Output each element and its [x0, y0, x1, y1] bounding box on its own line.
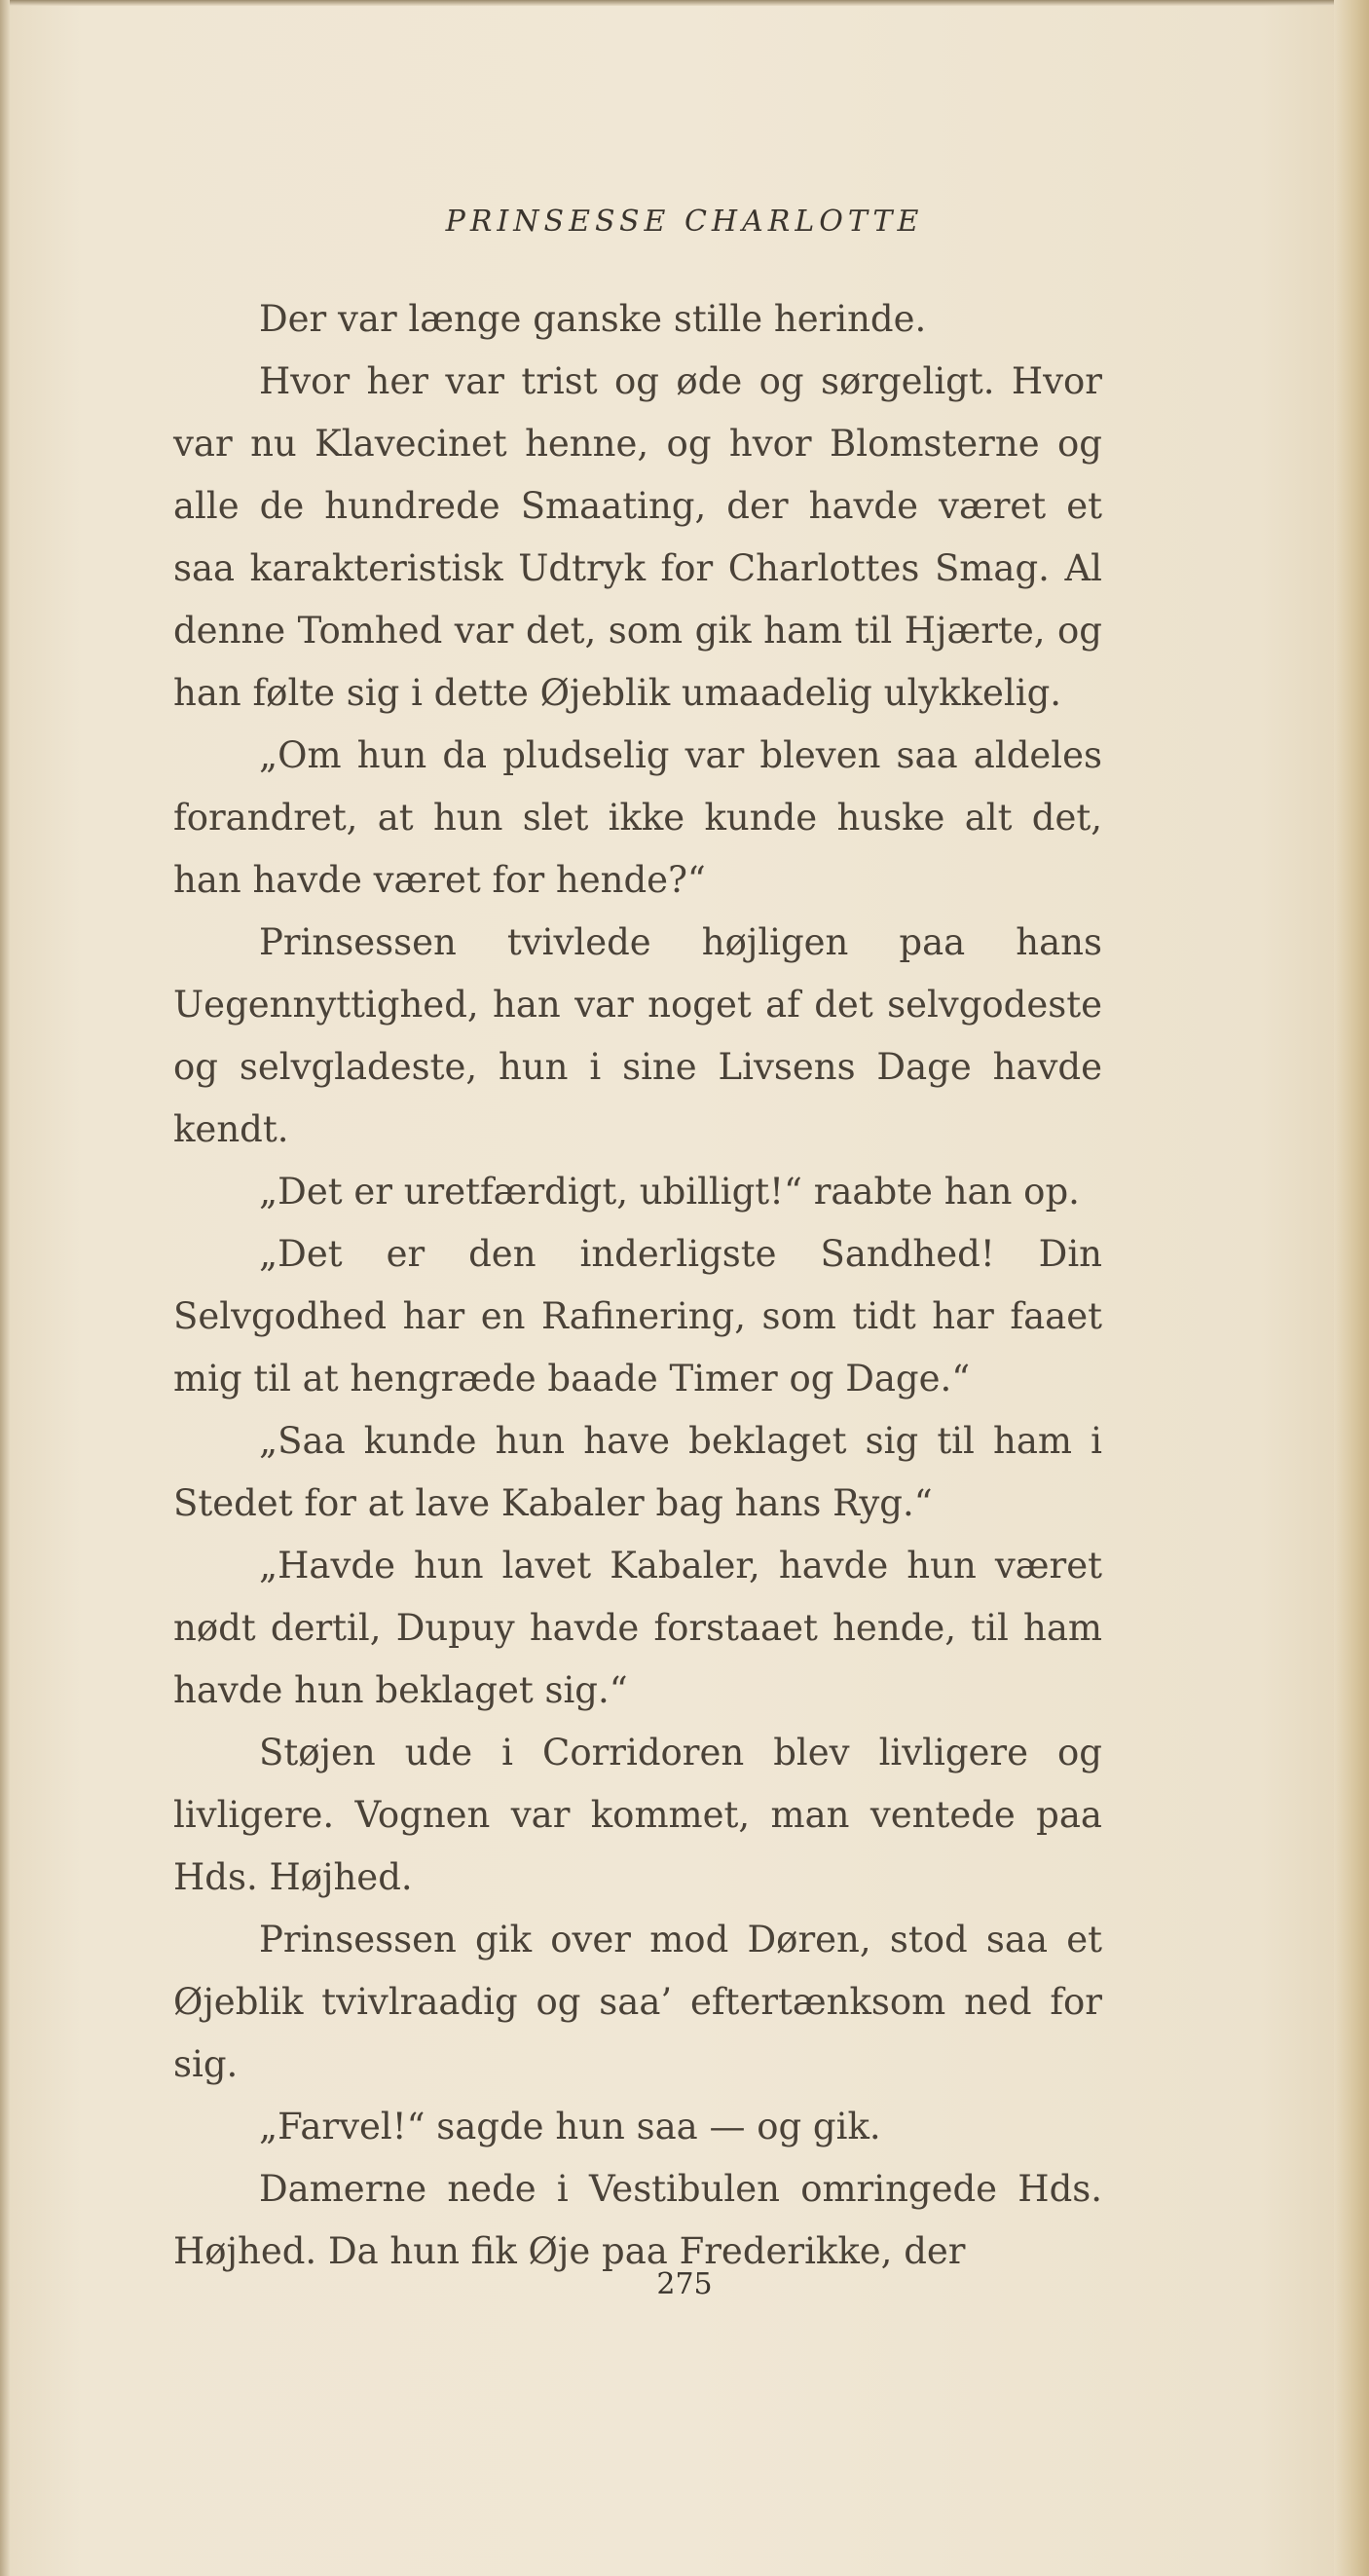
paragraph: Prinsessen gik over mod Døren, stod saa et Øjeblik tvivlraadig og saa’ eftertænksom ned for sig.: [173, 1919, 1102, 2085]
paragraph: „Det er den inderligste Sandhed! Din Selvgodhed har en Rafinering, som tidt har faaet mig til at hengræde baade Timer og Dage.“: [173, 1233, 1102, 1400]
body-text: [173, 288, 1102, 2283]
paragraph: Hvor her var trist og øde og sørgeligt. Hvor var nu Klavecinet henne, og hvor Blomsterne og alle de hundrede Smaating, der havde været et saa karakteristisk Udtryk for Charlottes Smag. Al denne Tomhed var det, som gik ham til Hjærte, og han følte sig i dette Øjeblik umaadelig ulykkelig.: [173, 360, 1102, 714]
paragraph: „Saa kunde hun have beklaget sig til ham i Stedet for at lave Kabaler bag hans Ryg.“: [173, 1420, 1102, 1524]
running-header: PRINSESSE CHARLOTTE: [445, 205, 924, 239]
paragraph: Støjen ude i Corridoren blev livligere og livligere. Vognen var kommet, man ventede paa Hds. Højhed.: [173, 1732, 1102, 1898]
paragraph: Der var længe ganske stille herinde.: [259, 298, 927, 340]
paragraph: „Det er uretfærdigt, ubilligt!“ raabte han op.: [259, 1171, 1080, 1213]
page-top-edge: [0, 0, 1369, 6]
paragraph: Prinsessen tvivlede højligen paa hans Uegennyttighed, han var noget af det selvgodeste og selvgladeste, hun i sine Livsens Dage havde kendt.: [173, 921, 1102, 1150]
page-left-edge: [0, 0, 10, 2576]
page-right-edge: [1334, 0, 1369, 2576]
paragraph: „Havde hun lavet Kabaler, havde hun været nødt dertil, Dupuy havde forstaaet hende, til ham havde hun beklaget sig.“: [173, 1545, 1102, 1711]
paragraph: „Farvel!“ sagde hun saa — og gik.: [259, 2106, 881, 2147]
page-number: 275: [656, 2267, 713, 2301]
paragraph: Damerne nede i Vestibulen omringede Hds. Højhed. Da hun fik Øje paa Frederikke, der: [173, 2168, 1102, 2272]
paragraph: „Om hun da pludselig var bleven saa aldeles forandret, at hun slet ikke kunde huske alt det, han havde været for hende?“: [173, 734, 1102, 901]
